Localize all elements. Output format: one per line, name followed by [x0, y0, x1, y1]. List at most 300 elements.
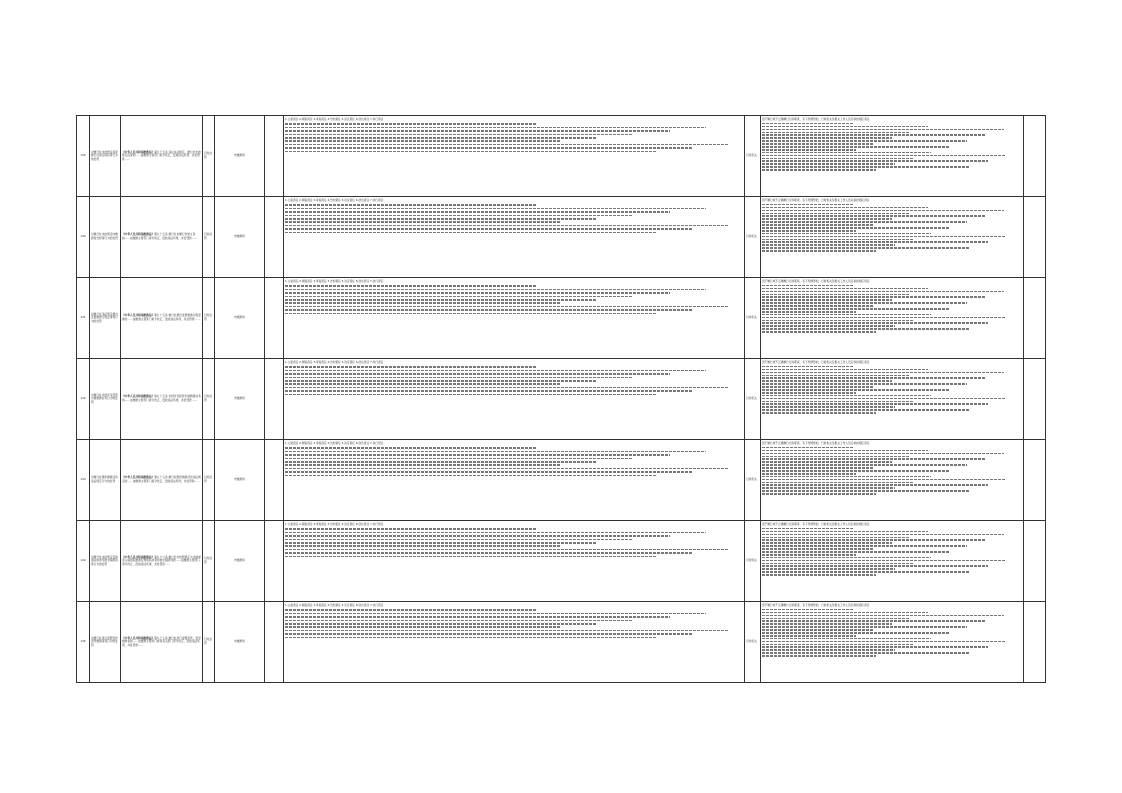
remarks [1024, 602, 1046, 683]
text-line [762, 638, 931, 640]
text-line [285, 292, 670, 294]
text-line [762, 244, 895, 246]
power-type: 行政处罚 [203, 116, 215, 197]
text-line [762, 291, 1004, 293]
text-line [762, 403, 988, 405]
implementing-dept: 市旅游局 [215, 602, 265, 683]
power-type: 行政处罚 [203, 359, 215, 440]
item-name: 对旅行社未经许可经营出境旅游业务行为的处罚 [90, 359, 121, 440]
text-line [762, 369, 928, 371]
table-row [77, 359, 1046, 440]
responsible-subject: 行政机关 [745, 521, 761, 602]
text-line [285, 637, 656, 639]
text-line [285, 535, 670, 537]
accountability [761, 440, 1024, 521]
text-line [762, 160, 988, 162]
legal-basis [121, 440, 203, 521]
accountability-lines [762, 366, 1022, 414]
text-line [762, 629, 874, 631]
responsible-subject: 行政机关 [745, 359, 761, 440]
accountability [761, 116, 1024, 197]
accountability-lines [762, 285, 1022, 333]
responsibility-lines [285, 447, 743, 476]
text-line [762, 123, 853, 125]
text-line [762, 458, 986, 460]
text-line [762, 565, 988, 567]
accountability-lines [762, 528, 1022, 576]
text-line [762, 166, 970, 168]
accountability-lines [762, 447, 1022, 495]
text-line [762, 563, 913, 565]
basis-short [265, 521, 284, 602]
text-line [285, 123, 537, 125]
text-line [285, 549, 729, 551]
basis-short [265, 116, 284, 197]
text-line [762, 571, 970, 573]
text-line [762, 221, 967, 223]
text-line [285, 225, 729, 227]
text-line [762, 230, 856, 232]
text-line [762, 542, 892, 544]
text-line [762, 568, 895, 570]
accountability [761, 521, 1024, 602]
text-line [762, 224, 874, 226]
power-type: 行政处罚 [203, 521, 215, 602]
item-name: 对旅行社组织旅游活动违反规定行为的处罚 [90, 440, 121, 521]
text-line [762, 534, 1004, 536]
text-line [762, 482, 913, 484]
text-line [762, 479, 1006, 481]
accountability-lines [762, 204, 1022, 252]
accountability-lines [762, 609, 1022, 657]
text-line [285, 377, 633, 379]
basis-short [265, 197, 284, 278]
text-line [285, 475, 656, 477]
text-line [285, 552, 693, 554]
table-row [77, 278, 1046, 359]
text-line [762, 626, 967, 628]
legal-basis [121, 197, 203, 278]
text-line [285, 468, 729, 470]
responsibility-text: 1.立案责任 2.调查责任 3.审查责任 4.告知责任 5.决定责任 6.送达责任 7.执行责任 [285, 603, 384, 607]
text-line [762, 204, 853, 206]
text-line [762, 375, 910, 377]
text-line [285, 309, 693, 311]
text-line [285, 545, 560, 547]
responsible-subject: 行政机关 [745, 116, 761, 197]
text-line [285, 633, 693, 635]
responsibility-text: 1.立案责任 2.调查责任 3.审查责任 4.告知责任 5.决定责任 6.送达责任 7.执行责任 [285, 360, 384, 364]
remarks [1024, 278, 1046, 359]
text-line [285, 623, 596, 625]
responsible-subject: 行政机关 [745, 440, 761, 521]
table-row [77, 521, 1046, 602]
text-line [762, 308, 949, 310]
legal-basis [121, 359, 203, 440]
text-line [762, 649, 895, 651]
responsibility-items [284, 359, 745, 440]
text-line [762, 646, 988, 648]
text-line [762, 493, 876, 495]
text-line [285, 394, 656, 396]
text-line [285, 556, 656, 558]
text-line [762, 207, 928, 209]
accountability-text: 因不履行或不正确履行行政职责，有下列情形的，行政机关及相关工作人员应承担相应责任 [762, 360, 870, 364]
accountability-text: 因不履行或不正确履行行政职责，有下列情形的，行政机关及相关工作人员应承担相应责任 [762, 603, 870, 607]
text-line [762, 412, 876, 414]
row-number: 140 [77, 197, 90, 278]
text-line [762, 557, 931, 559]
text-line [762, 461, 892, 463]
responsibility-items [284, 116, 745, 197]
table-row [77, 440, 1046, 521]
text-line [762, 395, 931, 397]
basis-text: 第九十五条 违反本法规定，旅行社未按规定投保的……由旅游主管部门责令改正，没收违法所得，并处罚款…… [122, 149, 201, 161]
item-name: 对旅行社违反规定擅自变更旅游行程安排等行为的处罚 [90, 278, 121, 359]
row-number: 145 [77, 602, 90, 683]
text-line [762, 296, 986, 298]
legal-basis [121, 278, 203, 359]
accountability [761, 602, 1024, 683]
text-line [285, 313, 656, 315]
text-line [285, 613, 706, 615]
power-list-table [76, 115, 1046, 683]
text-line [762, 409, 970, 411]
text-line [285, 221, 560, 223]
text-line [285, 204, 537, 206]
text-line [762, 247, 970, 249]
text-line [762, 655, 876, 657]
text-line [285, 228, 693, 230]
text-line [762, 476, 931, 478]
text-line [762, 215, 986, 217]
text-line [285, 218, 596, 220]
text-line [285, 620, 633, 622]
text-line [762, 537, 910, 539]
text-line [285, 370, 706, 372]
text-line [762, 299, 892, 301]
power-type: 行政处罚 [203, 197, 215, 278]
text-line [285, 130, 670, 132]
text-line [762, 288, 928, 290]
text-line [762, 317, 1006, 319]
accountability-text: 因不履行或不正确履行行政职责，有下列情形的，行政机关及相关工作人员应承担相应责任 [762, 117, 870, 121]
text-line [285, 454, 670, 456]
text-line [762, 635, 856, 637]
remarks [1024, 440, 1046, 521]
legal-basis [121, 116, 203, 197]
implementing-dept: 市旅游局 [215, 521, 265, 602]
text-line [762, 149, 856, 151]
legal-basis [121, 602, 203, 683]
text-line [285, 373, 670, 375]
text-line [762, 487, 895, 489]
responsible-subject: 行政机关 [745, 278, 761, 359]
responsible-subject: 行政机关 [745, 197, 761, 278]
text-line [762, 450, 928, 452]
text-line [762, 609, 853, 611]
text-line [762, 169, 876, 171]
text-line [762, 302, 967, 304]
text-line [285, 296, 633, 298]
text-line [762, 618, 910, 620]
text-line [762, 227, 949, 229]
text-line [762, 528, 853, 530]
text-line [762, 213, 910, 215]
text-line [285, 609, 537, 611]
text-line [762, 163, 895, 165]
text-line [762, 132, 910, 134]
accountability [761, 278, 1024, 359]
text-line [762, 389, 949, 391]
text-line [762, 383, 967, 385]
text-line [762, 305, 874, 307]
text-line [762, 314, 931, 316]
text-line [762, 644, 913, 646]
text-line [762, 328, 970, 330]
text-line [285, 542, 596, 544]
responsibility-items [284, 197, 745, 278]
text-line [762, 331, 876, 333]
text-line [285, 528, 537, 530]
responsibility-items [284, 521, 745, 602]
basis-title: 《中华人民共和国旅游法》 [122, 554, 155, 559]
responsibility-text: 1.立案责任 2.调查责任 3.审查责任 4.告知责任 5.决定责任 6.送达责任 7.执行责任 [285, 522, 384, 526]
power-type: 行政处罚 [203, 440, 215, 521]
responsibility-text: 1.立案责任 2.调查责任 3.审查责任 4.告知责任 5.决定责任 6.送达责任 7.执行责任 [285, 279, 384, 283]
text-line [762, 406, 895, 408]
text-line [762, 531, 928, 533]
item-name: 对旅行社未按规定向旅游者告知等行为的处罚 [90, 197, 121, 278]
basis-title: 《中华人民共和国旅游法》 [122, 475, 155, 480]
implementing-dept: 市旅游局 [215, 440, 265, 521]
text-line [285, 232, 656, 234]
basis-title: 《中华人民共和国旅游法》 [122, 313, 155, 318]
text-line [762, 641, 1006, 643]
basis-text: 第九十五条 未经许可经营出境旅游业务的……由旅游主管部门责令改正，没收违法所得，并处罚款…… [122, 394, 201, 402]
text-line [762, 152, 931, 154]
item-name: 对旅行社未按规定投保旅行社责任保险等行为的处罚 [90, 116, 121, 197]
implementing-dept: 市旅游局 [215, 116, 265, 197]
basis-title: 《中华人民共和国旅游法》 [122, 635, 155, 640]
text-line [285, 471, 693, 473]
text-line [762, 484, 988, 486]
text-line [762, 146, 949, 148]
text-line [762, 311, 856, 313]
row-number: 142 [77, 359, 90, 440]
text-line [285, 134, 633, 136]
remarks [1024, 116, 1046, 197]
text-line [285, 626, 560, 628]
row-number: 144 [77, 521, 90, 602]
item-name: 对旅行社未按规定安排领队或者导游全程陪同等行为的处罚 [90, 521, 121, 602]
table-row [77, 116, 1046, 197]
legal-basis [121, 521, 203, 602]
remarks [1024, 521, 1046, 602]
text-line [762, 574, 876, 576]
responsibility-lines [285, 285, 743, 314]
text-line [762, 398, 1006, 400]
text-line [762, 294, 910, 296]
text-line [762, 447, 853, 449]
text-line [285, 211, 670, 213]
text-line [762, 560, 1006, 562]
text-line [762, 632, 949, 634]
text-line [762, 551, 949, 553]
responsibility-lines [285, 609, 743, 638]
text-line [762, 490, 970, 492]
accountability-text: 因不履行或不正确履行行政职责，有下列情形的，行政机关及相关工作人员应承担相应责任 [762, 279, 870, 283]
text-line [285, 208, 706, 210]
responsibility-lines [285, 204, 743, 233]
text-line [762, 401, 913, 403]
basis-title: 《中华人民共和国旅游法》 [122, 149, 155, 154]
text-line [762, 380, 892, 382]
text-line [762, 545, 967, 547]
text-line [762, 320, 913, 322]
responsibility-lines [285, 528, 743, 557]
text-line [762, 155, 1006, 157]
accountability [761, 197, 1024, 278]
remarks [1024, 359, 1046, 440]
row-number: 141 [77, 278, 90, 359]
table-row [77, 197, 1046, 278]
text-line [285, 383, 560, 385]
text-line [285, 461, 596, 463]
text-line [285, 289, 706, 291]
accountability [761, 359, 1024, 440]
text-line [762, 456, 910, 458]
text-line [762, 134, 986, 136]
text-line [762, 623, 892, 625]
text-line [285, 630, 729, 632]
basis-text: 第九十五条 旅行社组织旅游活动违反规定的……由旅游主管部门责令改正，没收违法所得，并处罚款…… [122, 475, 201, 483]
text-line [762, 158, 913, 160]
text-line [762, 464, 967, 466]
remarks [1024, 197, 1046, 278]
text-line [285, 299, 596, 301]
text-line [762, 285, 853, 287]
text-line [285, 366, 537, 368]
text-line [762, 386, 874, 388]
text-line [285, 380, 596, 382]
text-line [285, 215, 633, 217]
text-line [285, 137, 596, 139]
responsibility-lines [285, 123, 743, 152]
implementing-dept: 市旅游局 [215, 197, 265, 278]
accountability-text: 因不履行或不正确履行行政职责，有下列情形的，行政机关及相关工作人员应承担相应责任 [762, 522, 870, 526]
text-line [285, 127, 706, 129]
text-line [762, 137, 892, 139]
text-line [285, 387, 729, 389]
text-line [285, 464, 560, 466]
text-line [762, 467, 874, 469]
text-line [762, 453, 1004, 455]
power-type: 行政处罚 [203, 278, 215, 359]
text-line [762, 140, 967, 142]
text-line [762, 210, 1004, 212]
responsibility-text: 1.立案责任 2.调查责任 3.审查责任 4.告知责任 5.决定责任 6.送达责任 7.执行责任 [285, 198, 384, 202]
text-line [285, 144, 729, 146]
text-line [762, 322, 988, 324]
accountability-lines [762, 123, 1022, 171]
text-line [762, 241, 988, 243]
text-line [762, 377, 986, 379]
text-line [285, 140, 560, 142]
text-line [762, 126, 928, 128]
responsibility-text: 1.立案责任 2.调查责任 3.审查责任 4.告知责任 5.决定责任 6.送达责任 7.执行责任 [285, 117, 384, 121]
basis-text: 第九十六条 旅行社未按照规定为出境或者入境团队旅游安排领队或者导游全程陪同的……由旅游主管部门责令改正，没收违法所得，并处罚款…… [122, 554, 201, 566]
row-number: 143 [77, 440, 90, 521]
text-line [285, 616, 670, 618]
basis-short [265, 602, 284, 683]
text-line [762, 473, 856, 475]
responsibility-text: 1.立案责任 2.调查责任 3.审查责任 4.告知责任 5.决定责任 6.送达责任 7.执行责任 [285, 441, 384, 445]
text-line [285, 302, 560, 304]
basis-title: 《中华人民共和国旅游法》 [122, 394, 155, 399]
text-line [285, 458, 633, 460]
text-line [762, 554, 856, 556]
text-line [285, 532, 706, 534]
text-line [762, 239, 913, 241]
text-line [762, 392, 856, 394]
basis-short [265, 440, 284, 521]
responsibility-items [284, 602, 745, 683]
power-type: 行政处罚 [203, 602, 215, 683]
text-line [762, 372, 1004, 374]
basis-short [265, 359, 284, 440]
text-line [762, 652, 970, 654]
implementing-dept: 市旅游局 [215, 359, 265, 440]
responsible-subject: 行政机关 [745, 602, 761, 683]
basis-short [265, 278, 284, 359]
text-line [762, 548, 874, 550]
responsibility-lines [285, 366, 743, 395]
text-line [762, 143, 874, 145]
text-line [285, 285, 537, 287]
text-line [762, 366, 853, 368]
text-line [762, 218, 892, 220]
text-line [762, 620, 986, 622]
item-name: 对旅行社进行虚假宣传误导旅游者等行为的处罚 [90, 602, 121, 683]
text-line [762, 470, 949, 472]
text-line [762, 539, 986, 541]
responsibility-items [284, 440, 745, 521]
text-line [762, 612, 928, 614]
text-line [762, 250, 876, 252]
text-line [762, 129, 1004, 131]
basis-text: 第九十七条 旅行社进行虚假宣传，误导旅游者的……由旅游主管部门或者有关部门责令改正，没收违法所得，并处罚款…… [122, 635, 201, 647]
text-line [762, 233, 931, 235]
table-row [77, 602, 1046, 683]
text-line [285, 539, 633, 541]
text-line [285, 390, 693, 392]
basis-title: 《中华人民共和国旅游法》 [122, 232, 155, 237]
basis-text: 第九十五条 旅行社擅自变更旅游行程安排的……由旅游主管部门责令改正，没收违法所得，并处罚款…… [122, 313, 201, 321]
accountability-text: 因不履行或不正确履行行政职责，有下列情形的，行政机关及相关工作人员应承担相应责任 [762, 198, 870, 202]
responsibility-items [284, 278, 745, 359]
text-line [285, 147, 693, 149]
text-line [762, 325, 895, 327]
implementing-dept: 市旅游局 [215, 278, 265, 359]
text-line [285, 451, 706, 453]
text-line [762, 236, 1006, 238]
accountability-text: 因不履行或不正确履行行政职责，有下列情形的，行政机关及相关工作人员应承担相应责任 [762, 441, 870, 445]
basis-text: 第九十五条 旅行社未履行告知义务的……由旅游主管部门责令改正，没收违法所得，并处罚款…… [122, 232, 198, 240]
text-line [285, 151, 656, 153]
text-line [762, 615, 1004, 617]
row-number: 139 [77, 116, 90, 197]
